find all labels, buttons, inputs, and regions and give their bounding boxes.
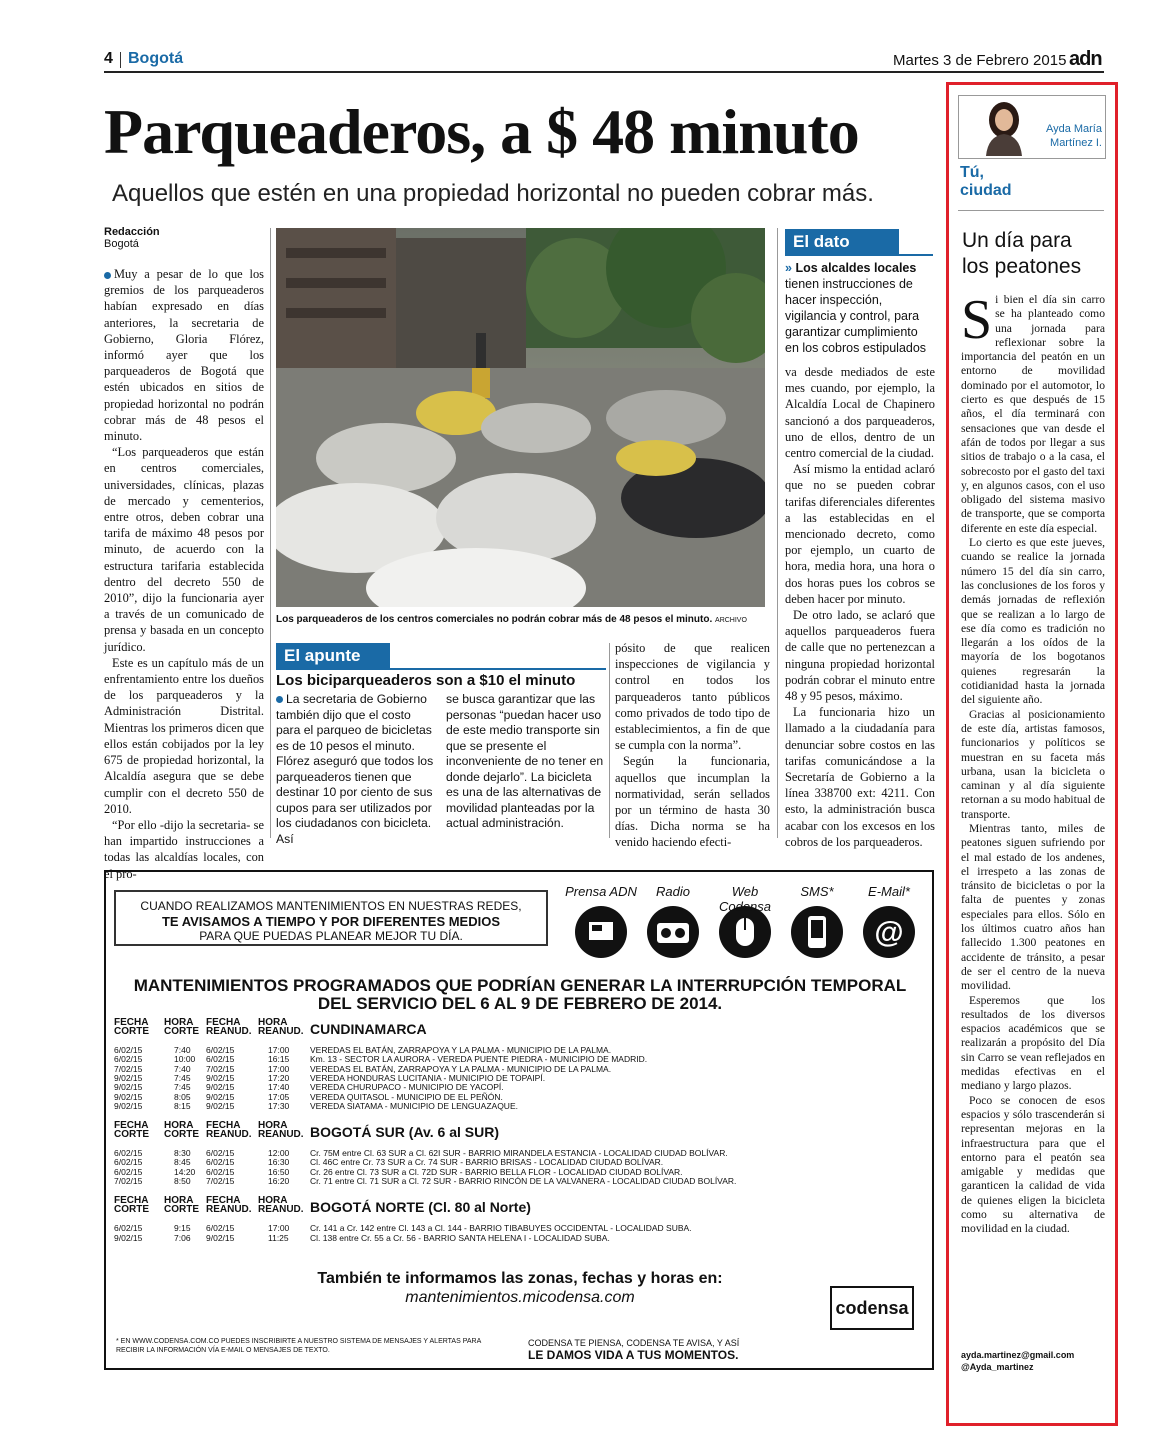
schedule-cell: Cr. 26 entre Cl. 73 SUR a Cl. 72D SUR - BARRIO BELLA FLOR - LOCALIDAD CIUDAD BOLÍVAR. (310, 1166, 683, 1177)
paragraph: “Por ello -dijo la secretaria- se han impartido instrucciones a todas las alcaldías locales, con el pro- (104, 817, 264, 881)
schedule-cell: 12:00 (268, 1148, 290, 1159)
schedule-cell: 9/02/15 (114, 1232, 143, 1243)
paragraph: va desde mediados de este mes cuando, por ejemplo, la Alcaldía Local de Chapinero sancionó a dos parqueaderos, uno de ellos, dentro de un centro comercial de la ciudad. (785, 365, 935, 461)
paragraph: Mientras tanto, miles de peatones siguen sufriendo por el mal estado de los andenes, el irrespeto a las zonas de tránsito de bicicletas o por la falta de puentes y zonas especiales para ellos. Sólo en los últimos cuatro años han fallecido 1.300 peatones en accidente de tránsito, a pesar de ser el centro de la nueva movilidad. (961, 821, 1105, 993)
schedule-cell: 6/02/15 (206, 1054, 235, 1065)
column-header: FECHA CORTE (114, 1017, 149, 1037)
schedule-cell: 6/02/15 (206, 1157, 235, 1168)
email-icon (863, 906, 915, 958)
ad-slogan-line-2: LE DAMOS VIDA A TUS MOMENTOS. (528, 1348, 739, 1362)
paragraph: i bien el día sin carro se ha planteado como una jornada para reflexionar sobre la importancia del peatón en un entorno de movilidad dominado por el automotor, lo cierto es que después de 15 años, el día terminará con sensaciones que van desde el afán de todos por llegar a sus sitios de trabajo o a la casa, el sobrecosto por el gasto del taxi y, en algunos casos, con el uso obligado del sistema masivo de transporte, que se comporta diferente en este día especial. (961, 293, 1105, 535)
radio-icon (647, 906, 699, 958)
maintenance-schedule (114, 1018, 914, 1263)
el-dato-lead: Los alcaldes locales (795, 261, 917, 275)
schedule-cell: 17:40 (268, 1082, 290, 1093)
paragraph: Gracias al posicionamiento de este día, artistas famosos, funcionarios y políticos se muestran en su faceta más urbana, usan la bicicleta o caminan y al día siguiente retornan a su modo habitual de transporte. (961, 707, 1105, 821)
schedule-cell: 9/02/15 (114, 1082, 143, 1093)
channel-label: Web Codensa (718, 884, 772, 914)
schedule-cell: 9/02/15 (206, 1100, 235, 1111)
paragraph: Muy a pesar de lo que los gremios de los parqueaderos habían expresado en días anteriores, la secretaria de Gobierno, Gloria Flórez, informó ayer que los parqueaderos de Bogotá que estén ubicados en sitios de propiedad horizontal no podrán cobrar más de 48 pesos el minuto. (104, 267, 264, 444)
schedule-cell: 16:30 (268, 1157, 290, 1168)
author-contact (961, 1349, 1074, 1373)
ad-intro-line-3: PARA QUE PUEDAS PLANEAR MEJOR TU DÍA. (199, 929, 463, 943)
el-apunte-rule (276, 668, 606, 670)
schedule-cell: 17:00 (268, 1223, 290, 1234)
ad-title (110, 977, 930, 1013)
schedule-cell: 6/02/15 (206, 1045, 235, 1055)
channel-label: SMS* (800, 884, 834, 899)
column-body (961, 289, 1105, 1237)
schedule-cell: VEREDA QUITASOL - MUNICIPIO DE EL PEÑÓN. (310, 1091, 503, 1102)
schedule-cell: 17:20 (268, 1072, 290, 1083)
schedule-cell: Cr. 71 entre Cl. 71 SUR a Cl. 72 SUR - BARRIO RINCÓN DE LA VALVANERA - LOCALIDAD CIUDAD BOLÍVAR. (310, 1176, 737, 1186)
schedule-cell: 7:45 (174, 1082, 191, 1093)
photo-caption: Los parqueaderos de los centros comerciales no podrán cobrar más de 48 pesos el minuto. ARCHIVO (276, 614, 747, 625)
issue-date: Martes 3 de Febrero 2015 (893, 52, 1067, 69)
schedule-cell: 11:25 (268, 1232, 289, 1243)
schedule-cell: 7:40 (174, 1063, 191, 1074)
chevron-right-icon: » (785, 261, 792, 275)
el-dato-body: tienen instrucciones de hacer inspección, vigilancia y control, para garantizar cumplimiento en los cobros estipulados (785, 277, 927, 355)
column-header: FECHA CORTE (114, 1120, 149, 1141)
schedule-cell: 9:15 (174, 1223, 191, 1234)
schedule-cell: 6/02/15 (114, 1148, 143, 1159)
ad-intro-line-1: CUANDO REALIZAMOS MANTENIMIENTOS EN NUESTRAS REDES, (140, 899, 522, 913)
photo-credit: ARCHIVO (715, 617, 747, 624)
paragraph: Según la funcionaria, aquellos que incumplan la normatividad, serán sellados por un término de hasta 30 días. Dicha norma se ha venido haciendo efecti- (615, 754, 770, 850)
column-header: HORA CORTE (164, 1120, 199, 1141)
el-dato-rule (785, 254, 933, 256)
schedule-cell: 6/02/15 (114, 1054, 143, 1065)
schedule-cell: 6/02/15 (206, 1166, 235, 1177)
el-dato-header: El dato (785, 229, 899, 254)
schedule-cell: 8:15 (174, 1100, 191, 1111)
ad-channel-icons (565, 878, 925, 970)
el-apunte-title: Los biciparqueaderos son a $10 el minuto (276, 672, 576, 689)
schedule-cell: VEREDA SIATAMA - MUNICIPIO DE LENGUAZAQUE. (310, 1100, 518, 1111)
article-column-3 (785, 364, 935, 850)
ad-intro-line-2: TE AVISAMOS A TIEMPO Y POR DIFERENTES MEDIOS (161, 914, 501, 929)
schedule-cell: 16:20 (268, 1176, 290, 1186)
schedule-cell: VEREDA CHURUPACO - MUNICIPIO DE YACOPÍ. (310, 1082, 504, 1093)
bullet-icon (104, 272, 111, 279)
schedule-cell: 16:15 (268, 1054, 290, 1065)
schedule-cell: 17:05 (268, 1091, 290, 1102)
paragraph: Así mismo la entidad aclaró que no se pueden cobrar tarifas diferenciales diferentes a las establecidas en el mencionado decreto, como por ejemplo, un cuarto de hora, media hora, una hora o dos horas pues los cobros se deben hacer por minuto. (785, 462, 935, 606)
column-header: HORA REANUD. (258, 1017, 304, 1037)
subheadline: Aquellos que estén en una propiedad horizontal no pueden cobrar más. (112, 180, 874, 207)
headline: Parqueaderos, a $ 48 minuto (104, 96, 859, 167)
ad-title-line-2: DEL SERVICIO DEL 6 AL 9 DE FEBRERO DE 2014. (317, 994, 723, 1013)
header-rule (104, 71, 1104, 73)
channel-label: Radio (656, 884, 690, 899)
zone-name: BOGOTÁ SUR (Av. 6 al SUR) (310, 1124, 500, 1141)
byline-author: Redacción (104, 226, 160, 238)
schedule-cell: 16:50 (268, 1166, 290, 1177)
author-photo (984, 98, 1024, 156)
column-header: FECHA REANUD. (206, 1017, 252, 1037)
column-header: HORA REANUD. (258, 1120, 304, 1141)
schedule-cell: Cr. 75M entre Cl. 63 SUR a Cl. 62I SUR - BARRIO MIRANDELA ESTANCIA - LOCALIDAD CIUDAD BOLÍVAR. (310, 1148, 728, 1159)
schedule-cell: 7/02/15 (206, 1063, 235, 1074)
el-dato-text (785, 260, 935, 356)
schedule-cell: 14:20 (174, 1166, 196, 1177)
codensa-logo: codensa (830, 1286, 914, 1330)
column-header: FECHA REANUD. (206, 1195, 252, 1216)
schedule-cell: VEREDA HONDURAS LUCITANIA - MUNICIPIO DE TOPAIPÍ. (310, 1072, 546, 1083)
article-column-1 (104, 266, 264, 882)
column-header: FECHA CORTE (114, 1195, 149, 1216)
author-email[interactable]: ayda.martinez@gmail.com (961, 1350, 1075, 1360)
page-number: 4 (104, 50, 113, 67)
drop-cap: S (961, 289, 993, 351)
column-header: HORA REANUD. (258, 1195, 304, 1216)
paragraph: Este es un capítulo más de un enfrentamiento entre los dueños de los parqueaderos y la Administración Distrital. Mientras los primeros dicen que ellos están cobijados por la ley 675 de propiedad horizontal, la Alcaldía asegura que se debe cumplir con el decreto 550 de 2010. (104, 655, 264, 816)
zone-name: BOGOTÁ NORTE (Cl. 80 al Norte) (310, 1199, 531, 1216)
schedule-cell: 6/02/15 (114, 1223, 143, 1234)
schedule-cell: 7:45 (174, 1072, 191, 1083)
schedule-cell: Cl. 138 entre Cr. 55 a Cr. 56 - BARRIO SANTA HELENA I - LOCALIDAD SUBA. (310, 1232, 610, 1243)
column-rule (958, 210, 1104, 211)
paragraph: Poco se conocen de esos espacios y sólo trascenderán si representan mejoras en la infraestructura para que el entorno para el peatón sea amigable y medidas que garanticen la calidad de vida de quienes eligen la bicicleta como su alternativa de movilidad en la ciudad. (961, 1093, 1105, 1236)
schedule-cell: 10:00 (174, 1054, 196, 1065)
brand-logo: adn (1069, 48, 1102, 70)
schedule-cell: 8:50 (174, 1176, 191, 1186)
article-column-2 (615, 640, 770, 851)
schedule-cell: 7:06 (174, 1232, 191, 1243)
paragraph: pósito de que realicen inspecciones de vigilancia y control en todos los parqueaderos tanto públicos como privados de todo tipo de establecimientos, a fin de que se cumpla con la norma”. (615, 641, 770, 753)
section-name: Bogotá (128, 50, 184, 67)
el-apunte-header: El apunte (276, 643, 390, 668)
zone-name: CUNDINAMARCA (310, 1021, 427, 1037)
column-header: HORA CORTE (164, 1017, 199, 1037)
schedule-cell: 6/02/15 (206, 1223, 235, 1234)
schedule-cell: Cr. 141 a Cr. 142 entre Cl. 143 a Cl. 144 - BARRIO TIBABUYES OCCIDENTAL - LOCALIDAD SUBA. (310, 1223, 692, 1234)
schedule-cell: VEREDAS EL BATÁN, ZARRAPOYA Y LA PALMA - MUNICIPIO DE LA PALMA. (310, 1063, 612, 1074)
column-divider (609, 643, 610, 838)
column-header: FECHA REANUD. (206, 1120, 252, 1141)
schedule-cell: 8:45 (174, 1157, 191, 1168)
parking-lot-photo (276, 228, 765, 607)
schedule-cell: 17:30 (268, 1100, 290, 1111)
ad-info-line: También te informamos las zonas, fechas y horas en: (317, 1270, 723, 1287)
ad-fine-print: * EN WWW.CODENSA.COM.CO PUEDES INSCRIBIRTE A NUESTRO SISTEMA DE MENSAJES Y ALERTAS PARA RECIBIR LA INFORMACIÓN VÍA E-MAIL O MENSAJES DE TEXTO. (116, 1338, 481, 1354)
schedule-cell: 8:05 (174, 1091, 191, 1102)
paragraph: Lo cierto es que este jueves, cuando se realice la jornada número 15 del día sin carro, las conclusiones de los foros y demás jornadas de reflexión que se realizan a lo largo de ese día como es tradición no llegarán a los oídos de la mayoría de los bogotanos quienes regresarán la cotidianidad hasta la jornada del siguiente año. (961, 536, 1105, 707)
schedule-cell: 9/02/15 (114, 1100, 143, 1111)
paragraph: Esperemos que los resultados de los diversos espacios académicos que se realizarán a propósito del Día sin Carro se vean reflejados en medidas efectivas en el mediano y largo plazos. (961, 993, 1105, 1093)
newspaper-icon (575, 906, 627, 958)
column-divider (270, 228, 271, 838)
schedule-cell: 7/02/15 (206, 1176, 235, 1186)
schedule-cell: 6/02/15 (114, 1045, 143, 1055)
schedule-cell: Km. 13 - SECTOR LA AURORA - VEREDA PUENTE PIEDRA - MUNICIPIO DE MADRID. (310, 1054, 648, 1065)
schedule-cell: 9/02/15 (206, 1072, 235, 1083)
article-photo (276, 228, 765, 607)
paragraph: “Los parqueaderos que están en centros comerciales, universidades, clínicas, plazas de mercado y cementerios, entre otros, deben cobrar una tarifa de máximo 48 pesos por minuto, de acuerdo con la estructura tarifaria establecida dentro del decreto 550 de 2010”, dijo la funcionaria ayer a través de un comunicado de prensa y basada en un concepto jurídico. (104, 445, 264, 654)
schedule-cell: 7:40 (174, 1045, 191, 1055)
author-twitter[interactable]: @Ayda_martinez (961, 1362, 1034, 1372)
schedule-cell: 9/02/15 (206, 1091, 235, 1102)
channel-label: Prensa ADN (565, 884, 637, 899)
column-title: Un día para los peatones (962, 229, 1082, 278)
header-separator (120, 52, 121, 68)
schedule-cell: Cl. 46C entre Cr. 73 SUR a Cr. 74 SUR - BARRIO BRISAS - LOCALIDAD CIUDAD BOLÍVAR. (310, 1157, 664, 1168)
paragraph: La funcionaria hizo un llamado a la ciudadanía para denunciar sobre costos en las tarifas comunicándose a la Secretaría de Gobierno a la línea 338700 ext: 4211. Con esto, la administración busca acabar con los excesos en los cobros de los parqueaderos. (785, 705, 935, 849)
column-section-title: Tú, ciudad (960, 164, 1012, 199)
schedule-cell: 6/02/15 (206, 1148, 235, 1159)
byline (104, 226, 160, 250)
ad-slogan (528, 1337, 828, 1362)
ad-slogan-line-1: CODENSA TE PIENSA, CODENSA TE AVISA, Y ASÍ (528, 1338, 740, 1348)
ad-title-line-1: MANTENIMIENTOS PROGRAMADOS QUE PODRÍAN GENERAR LA INTERRUPCIÓN TEMPORAL (133, 976, 907, 995)
author-name: Ayda María Martínez I. (1045, 123, 1102, 149)
el-apunte-column-2: se busca garantizar que las personas “puedan hacer uso de este medio transporte sin que se presente el inconveniente de no tener en donde dejarlo”. La bicicleta es una de las alternativas de movilidad planteadas por la actual administración. (446, 692, 604, 830)
ad-intro-box (114, 890, 548, 946)
schedule-cell: 7/02/15 (114, 1063, 143, 1074)
schedule-cell: 17:00 (268, 1045, 290, 1055)
schedule-cell: 7/02/15 (114, 1176, 143, 1186)
ad-website-link[interactable]: mantenimientos.micodensa.com (405, 1289, 635, 1306)
schedule-cell: 9/02/15 (206, 1232, 235, 1243)
phone-icon (791, 906, 843, 958)
bullet-icon (276, 696, 283, 703)
byline-location: Bogotá (104, 238, 139, 250)
schedule-cell: 17:00 (268, 1063, 290, 1074)
svg-text:@: @ (874, 916, 904, 949)
schedule-cell: 9/02/15 (114, 1091, 143, 1102)
schedule-cell: VEREDAS EL BATÁN, ZARRAPOYA Y LA PALMA - MUNICIPIO DE LA PALMA. (310, 1045, 612, 1055)
column-header: HORA CORTE (164, 1195, 199, 1216)
schedule-cell: 8:30 (174, 1148, 191, 1159)
column-divider (777, 228, 778, 838)
paragraph: De otro lado, se aclaró que aquellos parqueaderos fuera de calle que no pertenezcan a ninguna propiedad horizontal podrán cobrar el minuto entre 48 y 95 pesos, máximo. (785, 608, 935, 704)
schedule-cell: 9/02/15 (206, 1082, 235, 1093)
schedule-cell: 6/02/15 (114, 1166, 143, 1177)
channel-label: E-Mail* (868, 884, 910, 899)
schedule-cell: 6/02/15 (114, 1157, 143, 1168)
schedule-cell: 9/02/15 (114, 1072, 143, 1083)
el-apunte-column-1: La secretaria de Gobierno también dijo que el costo para el parqueo de bicicletas es de 10 pesos el minuto. Flórez aseguró que todos los parqueaderos tienen que destinar 10 por ciento de sus cupos para ser utilizados por los ciudadanos con bicicleta. Así (276, 692, 434, 846)
